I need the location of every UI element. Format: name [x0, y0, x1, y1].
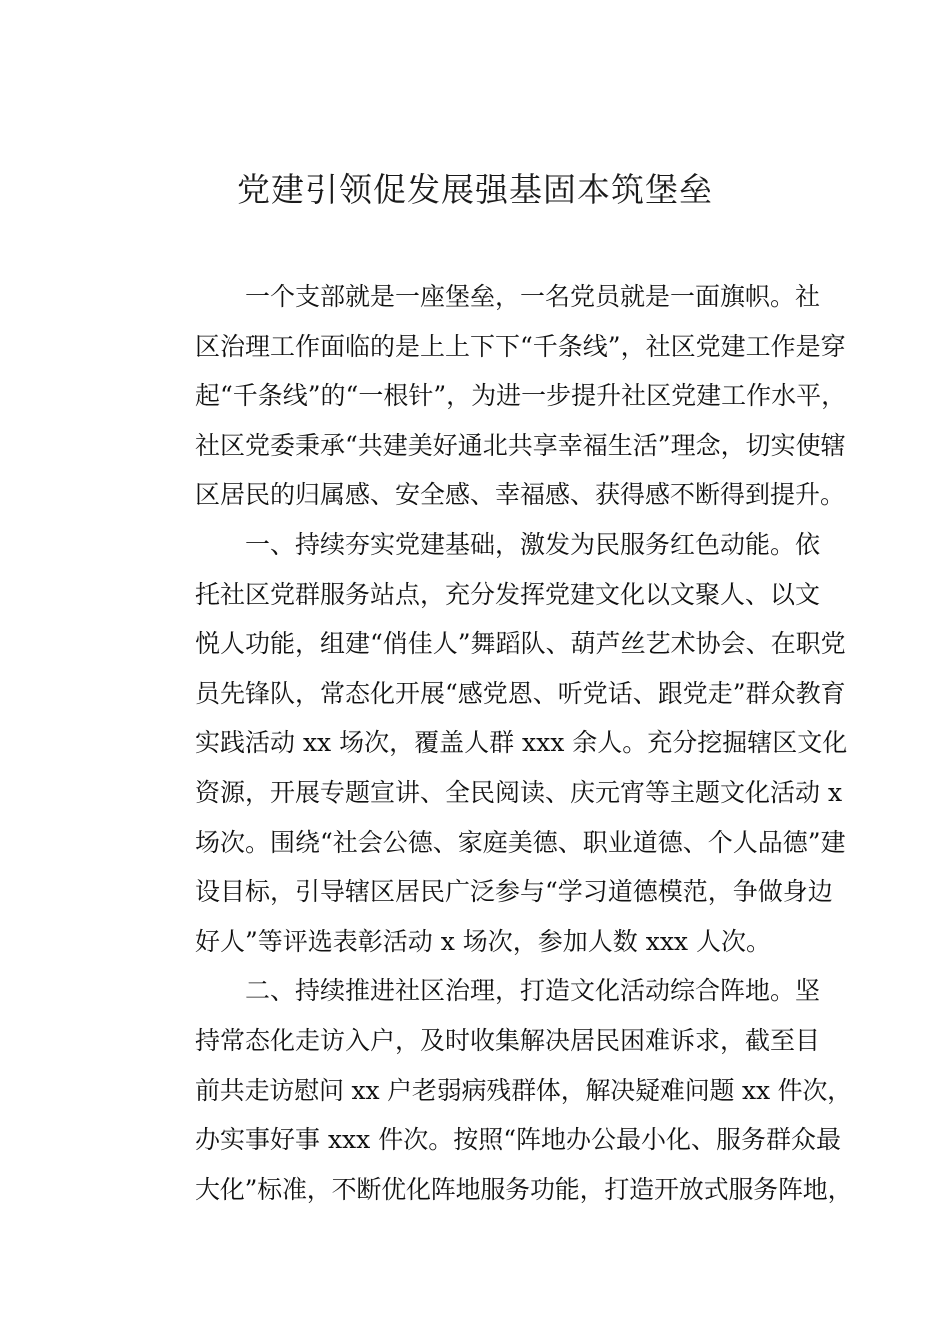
- text-line: 悦人功能，组建“俏佳人”舞蹈队、葫芦丝艺术协会、在职党: [195, 629, 846, 659]
- text-line: 起“千条线”的“一根针”，为进一步提升社区党建工作水平，: [195, 381, 847, 411]
- section-heading-line: 二、持续推进社区治理，打造文化活动综合阵地。坚: [245, 976, 821, 1006]
- paragraph-section-two: [145, 966, 853, 1214]
- text-line: 实践活动 xx 场次，覆盖人群 xxx 余人。充分挖掘辖区文化: [195, 728, 848, 758]
- document-body: [145, 272, 853, 1214]
- text-line: 托社区党群服务站点，充分发挥党建文化以文聚人、以文: [195, 579, 821, 609]
- text-line: 前共走访慰问 xx 户老弱病残群体，解决疑难问题 xx 件次，: [195, 1075, 852, 1105]
- section-heading-line: 一、持续夯实党建基础，激发为民服务红色动能。依: [245, 529, 821, 559]
- text-line: 资源，开展专题宣讲、全民阅读、庆元宵等主题文化活动 x: [195, 777, 843, 807]
- text-line: 办实事好事 xxx 件次。按照“阵地办公最小化、服务群众最: [195, 1125, 841, 1155]
- paragraph-section-one: [145, 520, 848, 966]
- text-line: 大化”标准，不断优化阵地服务功能，打造开放式服务阵地，: [195, 1174, 853, 1204]
- document-title: 党建引领促发展强基固本筑堡垒: [237, 170, 713, 209]
- text-line: 设目标，引导辖区居民广泛参与“学习道德模范，争做身边: [195, 877, 833, 907]
- paragraph-intro: [145, 272, 847, 520]
- text-line: 一个支部就是一座堡垒，一名党员就是一面旗帜。社: [245, 282, 821, 311]
- text-line: 区治理工作面临的是上上下下“千条线”，社区党建工作是穿: [195, 331, 846, 361]
- text-line: 社区党委秉承“共建美好通北共享幸福生活”理念，切实使辖: [195, 430, 846, 460]
- text-line: 好人”等评选表彰活动 x 场次，参加人数 xxx 人次。: [195, 926, 771, 956]
- text-line: 持常态化走访入户，及时收集解决居民困难诉求，截至目: [195, 1025, 821, 1055]
- text-line: 区居民的归属感、安全感、幸福感、获得感不断得到提升。: [195, 480, 846, 510]
- text-line: 场次。围绕“社会公德、家庭美德、职业道德、个人品德”建: [195, 827, 846, 857]
- text-line: 员先锋队，常态化开展“感党恩、听党话、跟党走”群众教育: [195, 678, 846, 708]
